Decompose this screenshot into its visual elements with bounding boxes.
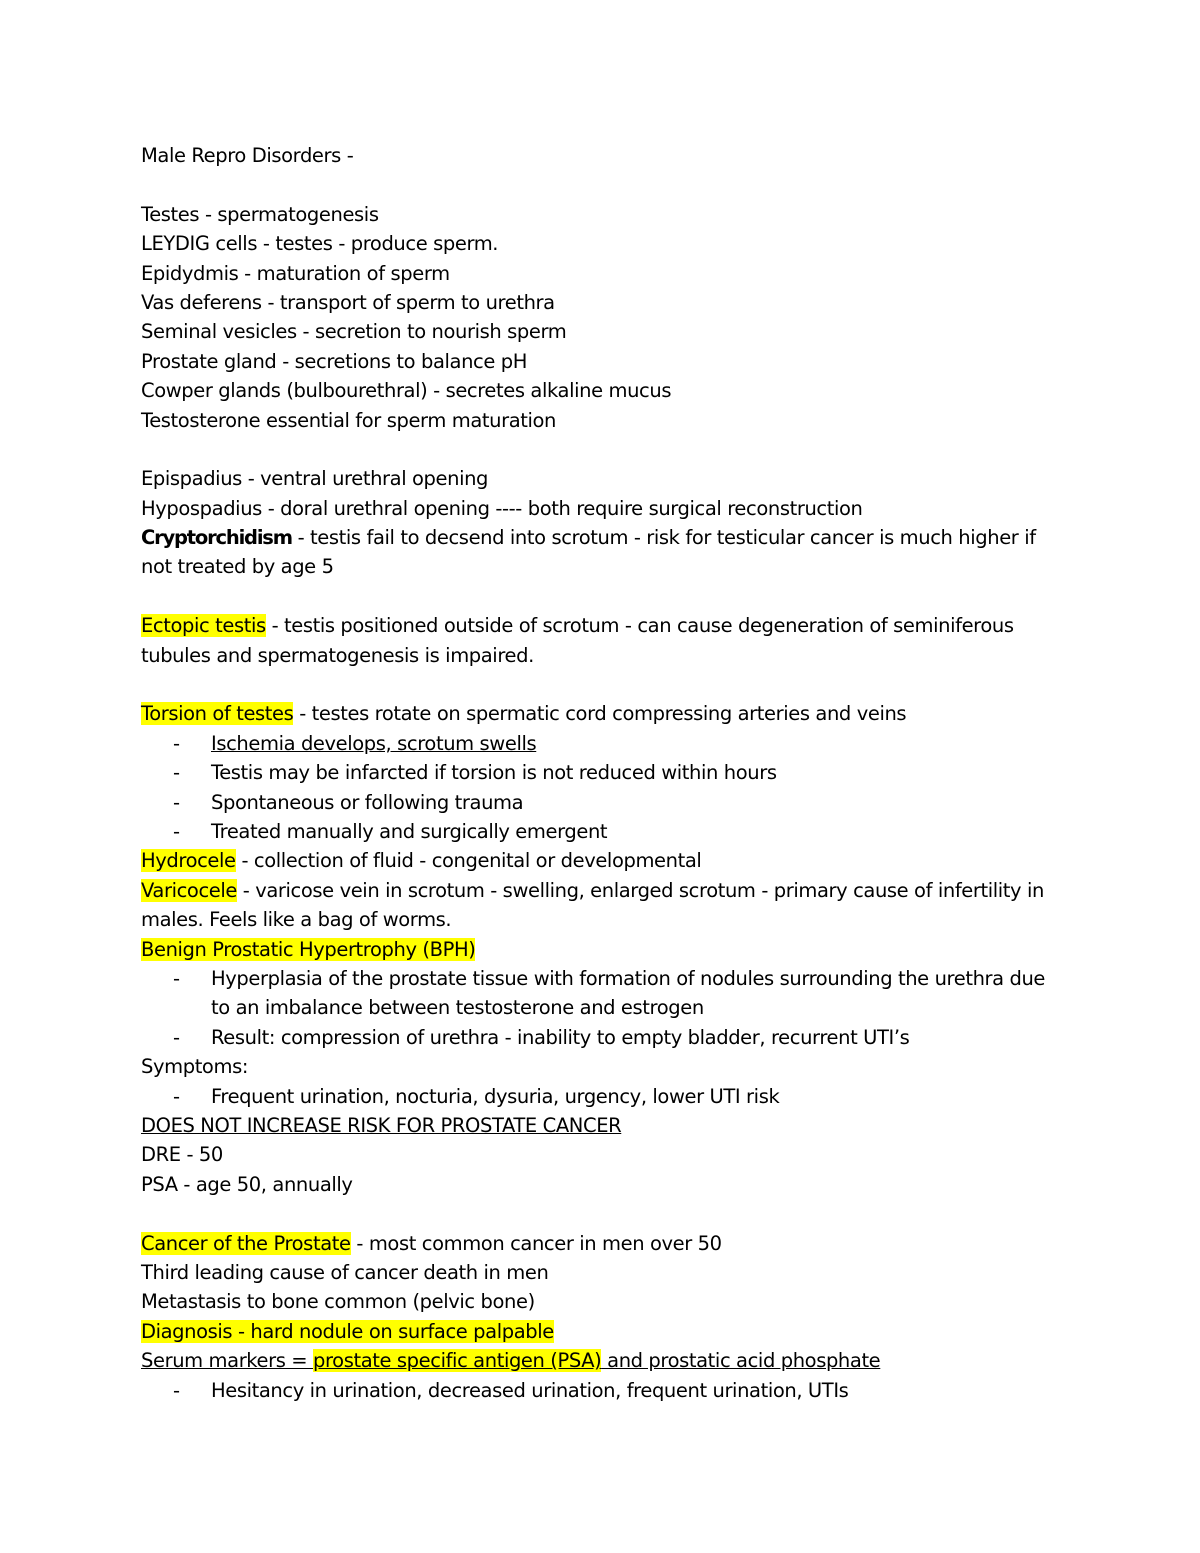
bph-warning: DOES NOT INCREASE RISK FOR PROSTATE CANCER xyxy=(141,1114,622,1138)
list-item-text: Frequent urination, nocturia, dysuria, urgency, lower UTI risk xyxy=(211,1084,780,1108)
list-item xyxy=(141,729,1061,758)
bph-heading xyxy=(141,935,1061,964)
prostate-cancer-fact: Third leading cause of cancer death in men xyxy=(141,1260,549,1284)
prostate-cancer-fact: Metastasis to bone common (pelvic bone) xyxy=(141,1290,535,1314)
serum-prefix: Serum markers = xyxy=(141,1349,314,1373)
spacer xyxy=(141,435,1061,464)
list-item xyxy=(141,817,1061,846)
varicocele-paragraph xyxy=(141,876,1061,935)
spacer xyxy=(141,582,1061,611)
dash-bullet: - xyxy=(173,761,180,785)
anatomy-line: Testes - spermatogenesis xyxy=(141,202,379,226)
serum-psa: prostate specific antigen (PSA) xyxy=(313,1349,602,1373)
hydrocele-line xyxy=(141,846,1061,875)
list-item xyxy=(141,1023,1061,1052)
list-item xyxy=(141,964,1061,1023)
serum-markers-line xyxy=(141,1346,1061,1375)
anatomy-line: Epidydmis - maturation of sperm xyxy=(141,261,450,285)
dash-bullet: - xyxy=(173,1378,180,1402)
diagnosis-text: Diagnosis - hard nodule on surface palpable xyxy=(141,1319,554,1343)
ectopic-paragraph xyxy=(141,611,1061,670)
prostate-cancer-term: Cancer of the Prostate xyxy=(141,1231,351,1255)
hydrocele-term: Hydrocele xyxy=(141,849,236,873)
notes-content xyxy=(141,141,1061,1405)
list-item-text: Spontaneous or following trauma xyxy=(211,790,524,814)
ectopic-term: Ectopic testis xyxy=(141,614,266,638)
cryptorchidism-paragraph xyxy=(141,523,1061,582)
varicocele-text: - varicose vein in scrotum - swelling, enlarged scrotum - primary cause of infertility in males. Feels like a bag of worms. xyxy=(141,878,1044,932)
cryptorchidism-term: Cryptorchidism xyxy=(141,526,292,550)
list-item xyxy=(141,1376,1061,1405)
anatomy-line: LEYDIG cells - testes - produce sperm. xyxy=(141,232,499,256)
list-item xyxy=(141,788,1061,817)
dash-bullet: - xyxy=(173,1025,180,1049)
anatomy-line: Vas deferens - transport of sperm to urethra xyxy=(141,290,555,314)
anatomy-line: Cowper glands (bulbourethral) - secretes alkaline mucus xyxy=(141,379,672,403)
bph-term: Benign Prostatic Hypertrophy (BPH) xyxy=(141,937,476,961)
list-item-text: Treated manually and surgically emergent xyxy=(211,820,608,844)
varicocele-term: Varicocele xyxy=(141,878,237,902)
cryptorchidism-text: - testis fail to decsend into scrotum - risk for testicular cancer is much higher if not treated by age 5 xyxy=(141,526,1036,579)
psa-line: PSA - age 50, annually xyxy=(141,1172,353,1196)
epispadius-line: Epispadius - ventral urethral opening xyxy=(141,467,489,491)
ectopic-text: - testis positioned outside of scrotum - can cause degeneration of seminiferous tubules and spermatogenesis is impaired. xyxy=(141,614,1014,667)
dash-bullet: - xyxy=(173,731,180,755)
list-item-text: Hesitancy in urination, decreased urination, frequent urination, UTIs xyxy=(211,1378,849,1402)
prostate-cancer-line xyxy=(141,1229,1061,1258)
list-item xyxy=(141,1082,1061,1111)
dash-bullet: - xyxy=(173,790,180,814)
list-item-text: Hyperplasia of the prostate tissue with formation of nodules surrounding the urethra due to an imbalance between testosterone and estrogen xyxy=(211,967,1046,1020)
list-item-text: Testis may be infarcted if torsion is not reduced within hours xyxy=(211,761,777,785)
page-title: Male Repro Disorders - xyxy=(141,144,354,167)
list-item-text: Ischemia develops, scrotum swells xyxy=(211,731,537,755)
anatomy-line: Testosterone essential for sperm maturation xyxy=(141,408,556,432)
torsion-text: - testes rotate on spermatic cord compressing arteries and veins xyxy=(293,702,907,726)
dash-bullet: - xyxy=(173,967,180,991)
list-item-text: Result: compression of urethra - inability to empty bladder, recurrent UTI’s xyxy=(211,1025,910,1049)
spacer xyxy=(141,170,1061,199)
symptoms-label: Symptoms: xyxy=(141,1055,248,1079)
prostate-cancer-text: - most common cancer in men over 50 xyxy=(350,1231,722,1255)
list-item xyxy=(141,758,1061,787)
hydrocele-text: - collection of fluid - congenital or developmental xyxy=(235,849,702,873)
anatomy-line: Prostate gland - secretions to balance pH xyxy=(141,349,528,373)
hypospadius-line: Hypospadius - doral urethral opening ---- both require surgical reconstruction xyxy=(141,496,863,520)
dash-bullet: - xyxy=(173,820,180,844)
dre-line: DRE - 50 xyxy=(141,1143,223,1167)
dash-bullet: - xyxy=(173,1084,180,1108)
anatomy-line: Seminal vesicles - secretion to nourish sperm xyxy=(141,320,567,344)
diagnosis-line xyxy=(141,1317,1061,1346)
serum-suffix: and prostatic acid phosphate xyxy=(601,1349,881,1373)
spacer xyxy=(141,1199,1061,1228)
torsion-term: Torsion of testes xyxy=(141,702,294,726)
torsion-line xyxy=(141,699,1061,728)
spacer xyxy=(141,670,1061,699)
